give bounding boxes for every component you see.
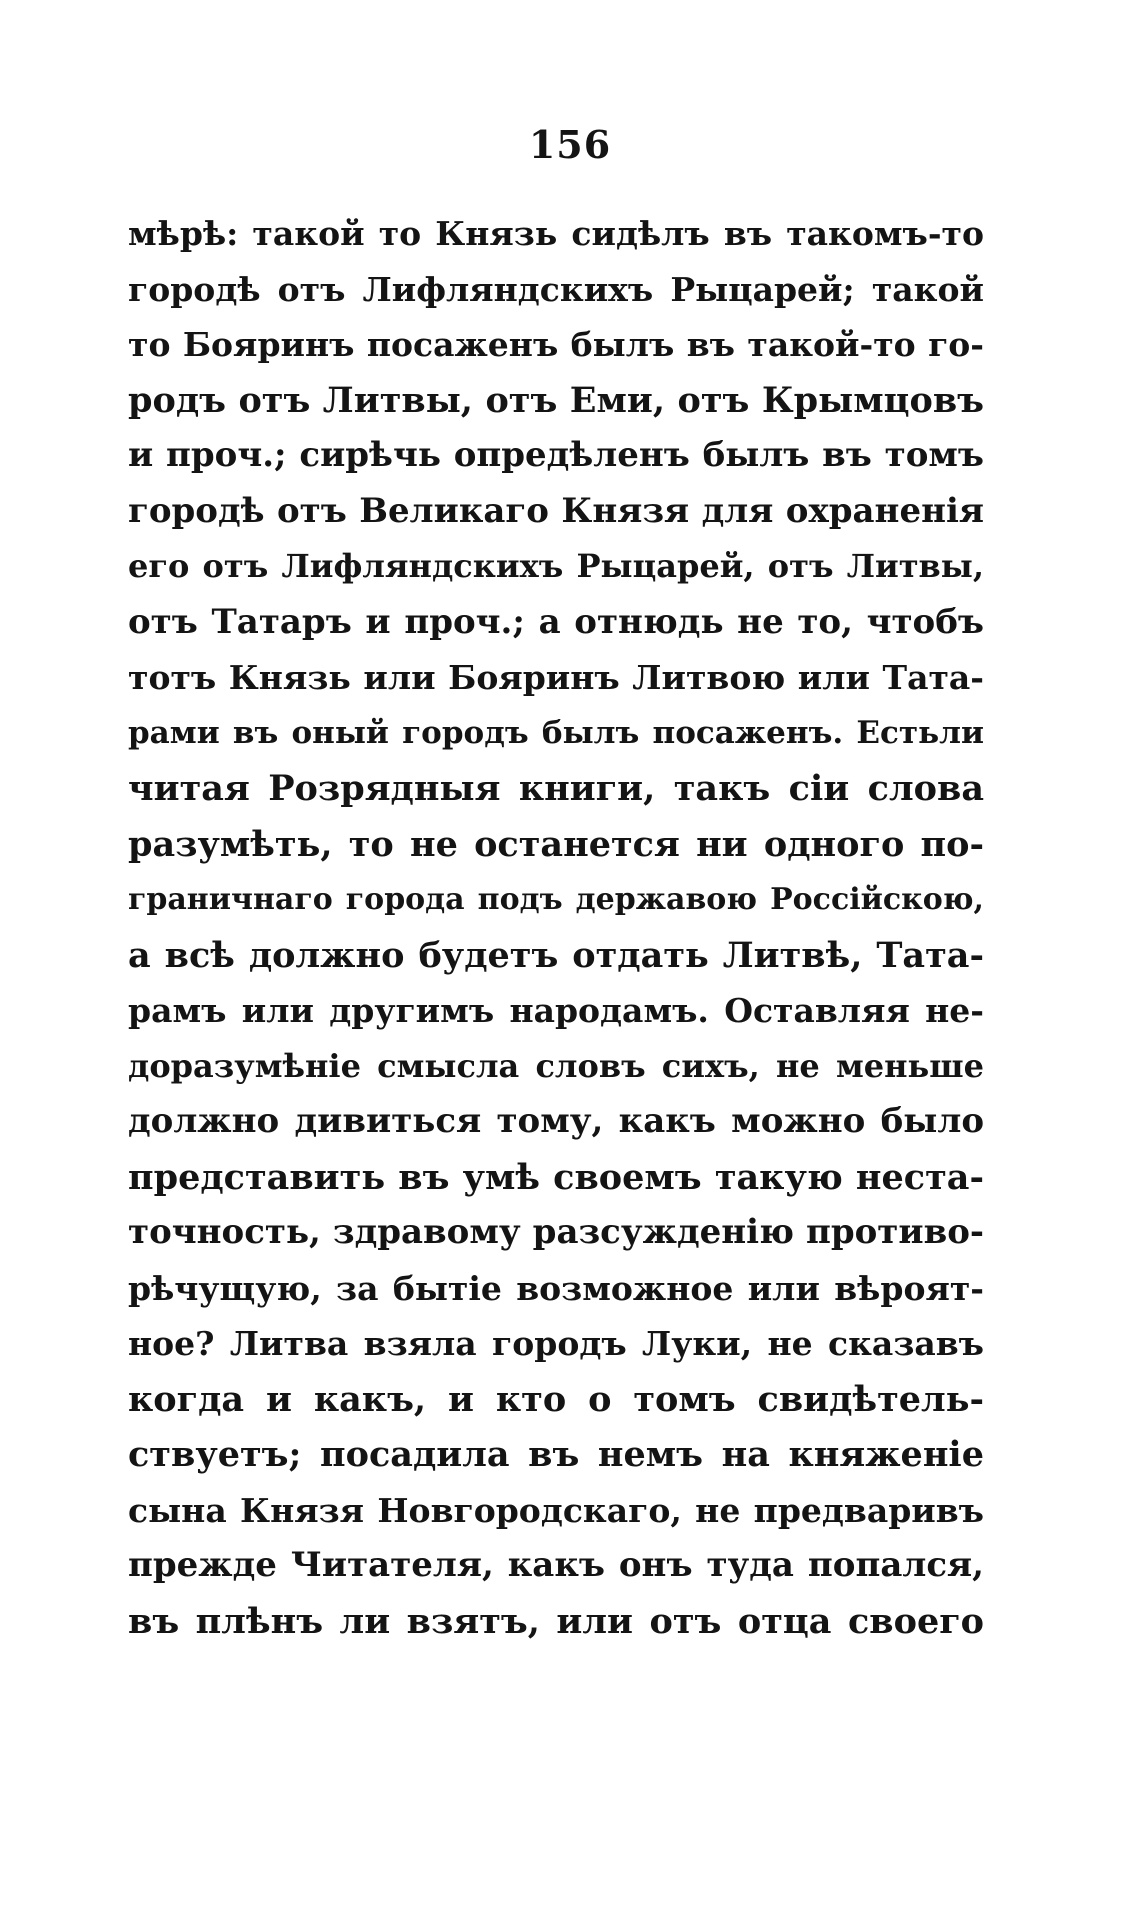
- text-line: доразумѣніе смысла словъ сихъ, не меньше: [128, 1046, 984, 1085]
- text-line: когда и какъ, и кто о томъ свидѣтель-: [128, 1378, 984, 1420]
- text-line: ное? Литва взяла городъ Луки, не сказавъ: [128, 1324, 984, 1363]
- text-line: и проч.; сирѣчь опредѣленъ былъ въ томъ: [128, 435, 984, 475]
- text-line: рами въ оный городъ былъ посаженъ. Естьли: [128, 714, 984, 751]
- text-line: сына Князя Новгородскаго, не предваривъ: [128, 1490, 984, 1530]
- page-number: 156: [528, 122, 612, 167]
- body-text: [128, 206, 984, 1649]
- text-line: рамъ или другимъ народамъ. Оставляя не-: [128, 991, 984, 1030]
- text-line: тотъ Князь или Бояринъ Литвою или Тата-: [128, 658, 984, 697]
- text-line: родъ отъ Литвы, отъ Еми, отъ Крымцовъ: [128, 379, 984, 421]
- text-line: отъ Татаръ и проч.; а отнюдь не то, чтобъ: [128, 601, 984, 642]
- text-line: граничнаго города подъ державою Россійскою,: [128, 882, 984, 917]
- text-line: ствуетъ; посадила въ немъ на княженіе: [128, 1434, 984, 1475]
- text-line: въ плѣнъ ли взятъ, или отъ отца своего: [128, 1600, 984, 1642]
- text-line: точность, здравому разсужденію противо-: [128, 1212, 984, 1252]
- text-line: представить въ умѣ своемъ такую неста-: [128, 1156, 984, 1198]
- text-line: рѣчущую, за бытіе возможное или вѣроят-: [128, 1268, 984, 1308]
- text-line: его отъ Лифляндскихъ Рыцарей, отъ Литвы,: [128, 547, 984, 585]
- text-line: а всѣ должно будетъ отдать Литвѣ, Тата-: [128, 934, 984, 976]
- text-line: мѣрѣ: такой то Князь сидѣлъ въ такомъ-то: [128, 214, 984, 253]
- text-line: городѣ отъ Лифляндскихъ Рыцарей; такой: [128, 269, 984, 309]
- text-line: читая Розрядныя книги, такъ сіи слова: [128, 768, 984, 809]
- text-line: должно дивиться тому, какъ можно было: [128, 1101, 984, 1141]
- text-line: разумѣть, то не останется ни одного по-: [128, 823, 984, 865]
- text-line: городѣ отъ Великаго Князя для охраненія: [128, 490, 984, 531]
- text-line: прежде Читателя, какъ онъ туда попался,: [128, 1545, 984, 1585]
- text-line: то Бояринъ посаженъ былъ въ такой-то го-: [128, 325, 984, 364]
